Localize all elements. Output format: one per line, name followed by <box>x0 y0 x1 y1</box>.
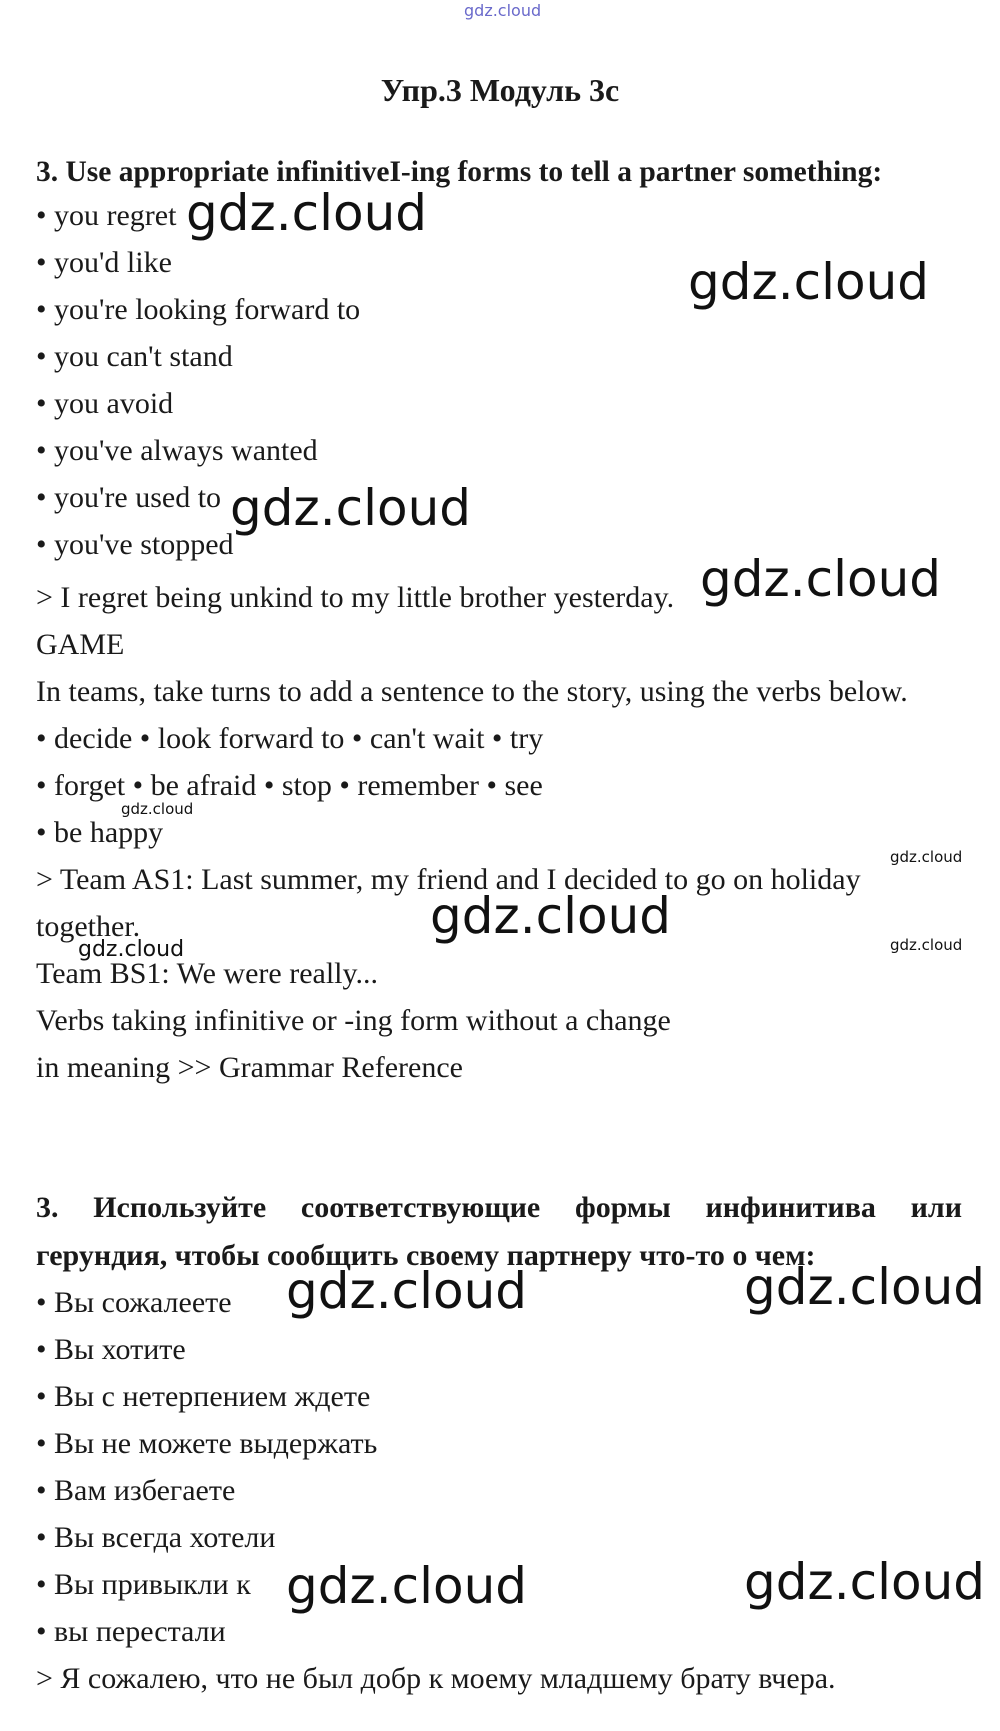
watermark: gdz.cloud <box>78 937 185 962</box>
task-heading-ru-cont: герундия, чтобы сообщить своему партнеру что-то о чем: <box>36 1239 816 1272</box>
list-item: • Вы с нетерпением ждете <box>36 1380 371 1413</box>
watermark: gdz.cloud <box>186 184 428 242</box>
list-item: • you'd like <box>36 246 172 279</box>
list-item: • Вы хотите <box>36 1333 186 1366</box>
watermark: gdz.cloud <box>230 479 472 537</box>
grammar-note: Verbs taking infinitive or -ing form without a change <box>36 1004 671 1037</box>
watermark: gdz.cloud <box>700 550 942 608</box>
verbs-line: • forget • be afraid • stop • remember • see <box>36 769 543 802</box>
list-item: • you avoid <box>36 387 174 420</box>
verbs-line: • be happy <box>36 816 164 849</box>
watermark: gdz.cloud <box>688 253 930 311</box>
game-instruction: In teams, take turns to add a sentence to the story, using the verbs below. <box>36 675 908 708</box>
task-heading-en: 3. Use appropriate infinitiveI-ing forms to tell a partner something: <box>36 156 883 188</box>
team-b-sentence: Team BS1: We were really... <box>36 957 379 990</box>
list-item: • you regret <box>36 199 177 232</box>
watermark: gdz.cloud <box>286 1557 528 1615</box>
watermark: gdz.cloud <box>286 1262 528 1320</box>
list-item: • Вам избегаете <box>36 1474 236 1507</box>
grammar-note-cont: in meaning >> Grammar Reference <box>36 1051 463 1084</box>
list-item: • you're used to <box>36 481 222 514</box>
list-item: • you're looking forward to <box>36 293 361 326</box>
watermark: gdz.cloud <box>744 1553 986 1611</box>
list-item: • Вы сожалеете <box>36 1286 232 1319</box>
watermark: gdz.cloud <box>744 1258 986 1316</box>
team-a-sentence: > Team AS1: Last summer, my friend and I decided to go on holiday <box>36 863 861 896</box>
list-item: • you've stopped <box>36 528 234 561</box>
watermark: gdz.cloud <box>121 800 194 818</box>
example-sentence-en: > I regret being unkind to my little brother yesterday. <box>36 581 675 614</box>
list-item: • you can't stand <box>36 340 233 373</box>
list-item: • вы перестали <box>36 1615 226 1648</box>
verbs-line: • decide • look forward to • can't wait • try <box>36 722 544 755</box>
watermark: gdz.cloud <box>890 936 963 954</box>
team-a-sentence-cont: together. <box>36 910 141 943</box>
list-item: • you've always wanted <box>36 434 318 467</box>
watermark: gdz.cloud <box>430 887 672 945</box>
watermark: gdz.cloud <box>890 848 963 866</box>
page-title: Упр.3 Модуль 3с <box>380 72 620 108</box>
example-sentence-ru: > Я сожалею, что не был добр к моему младшему брату вчера. <box>36 1662 836 1695</box>
list-item: • Вы всегда хотели <box>36 1521 276 1554</box>
list-item: • Вы не можете выдержать <box>36 1427 378 1460</box>
list-item: • Вы привыкли к <box>36 1568 251 1601</box>
task-heading-ru: 3. Используйте соответствующие формы инфинитива или <box>36 1191 962 1224</box>
watermark-top: gdz.cloud <box>464 1 542 20</box>
game-heading: GAME <box>36 628 125 661</box>
